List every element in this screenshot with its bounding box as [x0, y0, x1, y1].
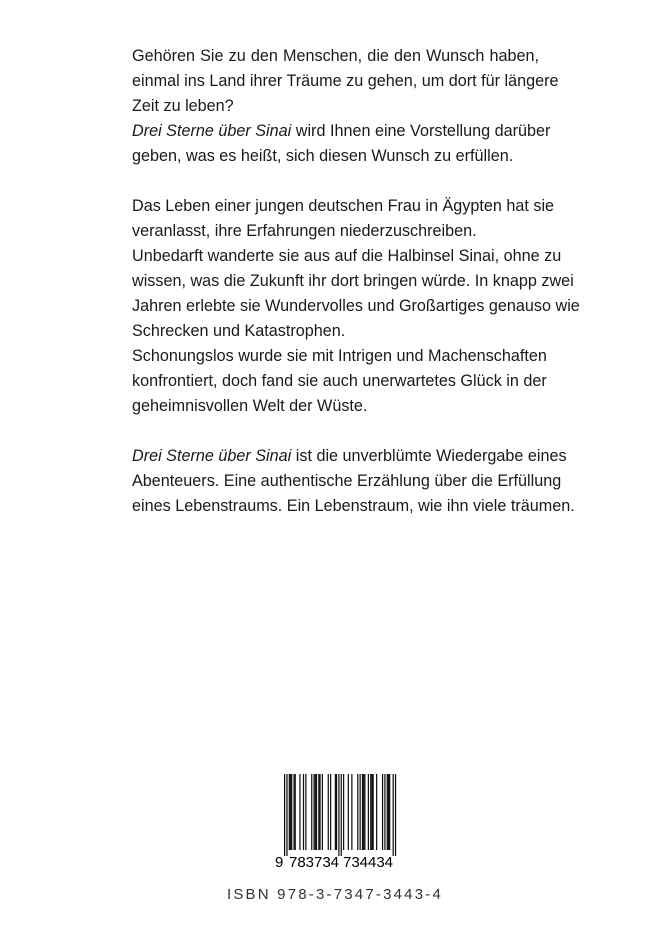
text-line [132, 369, 547, 394]
barcode-bar [318, 774, 319, 850]
sentence-block [132, 244, 580, 344]
text-line [132, 44, 539, 69]
barcode-bar [368, 774, 369, 850]
barcode-bar [384, 774, 385, 850]
line-text: ist die unverblümte Wiedergabe eines [291, 447, 567, 465]
barcode-bar [382, 774, 383, 850]
barcode-bar [364, 774, 365, 850]
barcode-bar [328, 774, 329, 850]
line-text: Abenteuers. Eine authentische Erzählung über die Erfüllung [132, 472, 562, 490]
book-title: Drei Sterne über Sinai [132, 122, 292, 140]
book-title: Drei Sterne über Sinai [132, 447, 292, 465]
line-text: Gehören Sie zu den Menschen, die den Wunsch haben, [132, 47, 539, 65]
sentence-block [132, 444, 575, 519]
text-line [132, 319, 539, 344]
barcode-bar [295, 774, 296, 850]
line-text: wird Ihnen eine Vorstellung darüber [291, 122, 551, 140]
barcode-bar [393, 774, 394, 856]
line-text: konfrontiert, doch fand sie auch unerwartetes Glück in der [132, 372, 547, 390]
text-line [132, 194, 555, 219]
barcode-first-digit: 9 [275, 854, 284, 870]
sentence-block [132, 194, 555, 244]
barcode-bar [338, 774, 339, 856]
barcode-bar [303, 774, 304, 850]
barcode-bar [371, 774, 372, 850]
line-text: geben, was es heißt, sich diesen Wunsch zu erfüllen. [132, 147, 514, 165]
sentence-block [132, 344, 547, 419]
line-text: geheimnisvollen Welt der Wüste. [132, 397, 368, 415]
barcode-bar [290, 774, 291, 850]
barcode-bar [299, 774, 300, 850]
barcode-bar [376, 774, 377, 850]
line-text: Zeit zu leben? [132, 97, 234, 115]
text-line [132, 294, 580, 319]
text-line [132, 494, 575, 519]
ean13-barcode [272, 770, 402, 870]
barcode-bar [348, 774, 349, 850]
barcode-bar [293, 774, 294, 850]
sentence-block [132, 119, 551, 169]
barcode-bar [330, 774, 331, 850]
barcode-bar [370, 774, 371, 850]
barcode-bar [335, 774, 336, 850]
paragraph [132, 444, 575, 519]
line-text: Schonungslos wurde sie mit Intrigen und Machenschaften [132, 347, 547, 365]
barcode-bar [388, 774, 389, 850]
text-line [132, 219, 539, 244]
text-line [132, 119, 551, 144]
line-text: einmal ins Land ihrer Träume zu gehen, um dort für längere [132, 72, 559, 90]
line-text: eines Lebenstraums. Ein Lebenstraum, wie ihn viele träumen. [132, 497, 575, 515]
barcode-bar [311, 774, 312, 850]
text-line [132, 144, 539, 169]
text-line [132, 344, 547, 369]
barcode-bar [315, 774, 316, 850]
barcode-bar [291, 774, 292, 850]
barcode-bar [316, 774, 317, 850]
line-text: Das Leben einer jungen deutschen Frau in Ägypten hat sie [132, 197, 555, 215]
text-line [132, 269, 574, 294]
text-line [132, 69, 559, 94]
barcode-bar [357, 774, 358, 850]
paragraph [132, 44, 559, 169]
text-line [132, 394, 539, 419]
barcode-bar [341, 774, 342, 856]
line-text: Unbedarft wanderte sie aus auf die Halbinsel Sinai, ohne zu [132, 247, 562, 265]
text-line [132, 244, 562, 269]
barcode-bar [322, 774, 323, 850]
barcode-bar [387, 774, 388, 850]
barcode-bar [336, 774, 337, 850]
text-line [132, 444, 567, 469]
back-cover-blurb [132, 44, 580, 544]
line-text: veranlasst, ihre Erfahrungen niederzuschreiben. [132, 222, 477, 240]
barcode-bar [305, 774, 306, 850]
line-text: Jahren erlebte sie Wundervolles und Großartiges genauso wie [132, 297, 580, 315]
text-line [132, 469, 562, 494]
barcode-bar [284, 774, 285, 856]
isbn-number: ISBN 978-3-7347-3443-4 [226, 886, 443, 903]
barcode-bar [351, 774, 352, 850]
line-text: wissen, was die Zukunft ihr dort bringen würde. In knapp zwei [132, 272, 574, 290]
paragraph [132, 194, 580, 419]
barcode-bar [343, 774, 344, 850]
barcode-bar [289, 774, 290, 850]
barcode-bar [363, 774, 364, 850]
line-text: Schrecken und Katastrophen. [132, 322, 346, 340]
barcode-bar [319, 774, 320, 850]
barcode-bar [373, 774, 374, 850]
barcode-right-digits: 734434 [343, 854, 393, 870]
barcode-bar [314, 774, 315, 850]
barcode-bar [360, 774, 361, 850]
barcode-bar [389, 774, 390, 850]
sentence-block [132, 44, 559, 119]
barcode-left-digits: 783734 [289, 854, 339, 870]
barcode-bar [395, 774, 396, 856]
barcode-bar [286, 774, 287, 856]
text-line [132, 94, 539, 119]
barcode-bar [362, 774, 363, 850]
